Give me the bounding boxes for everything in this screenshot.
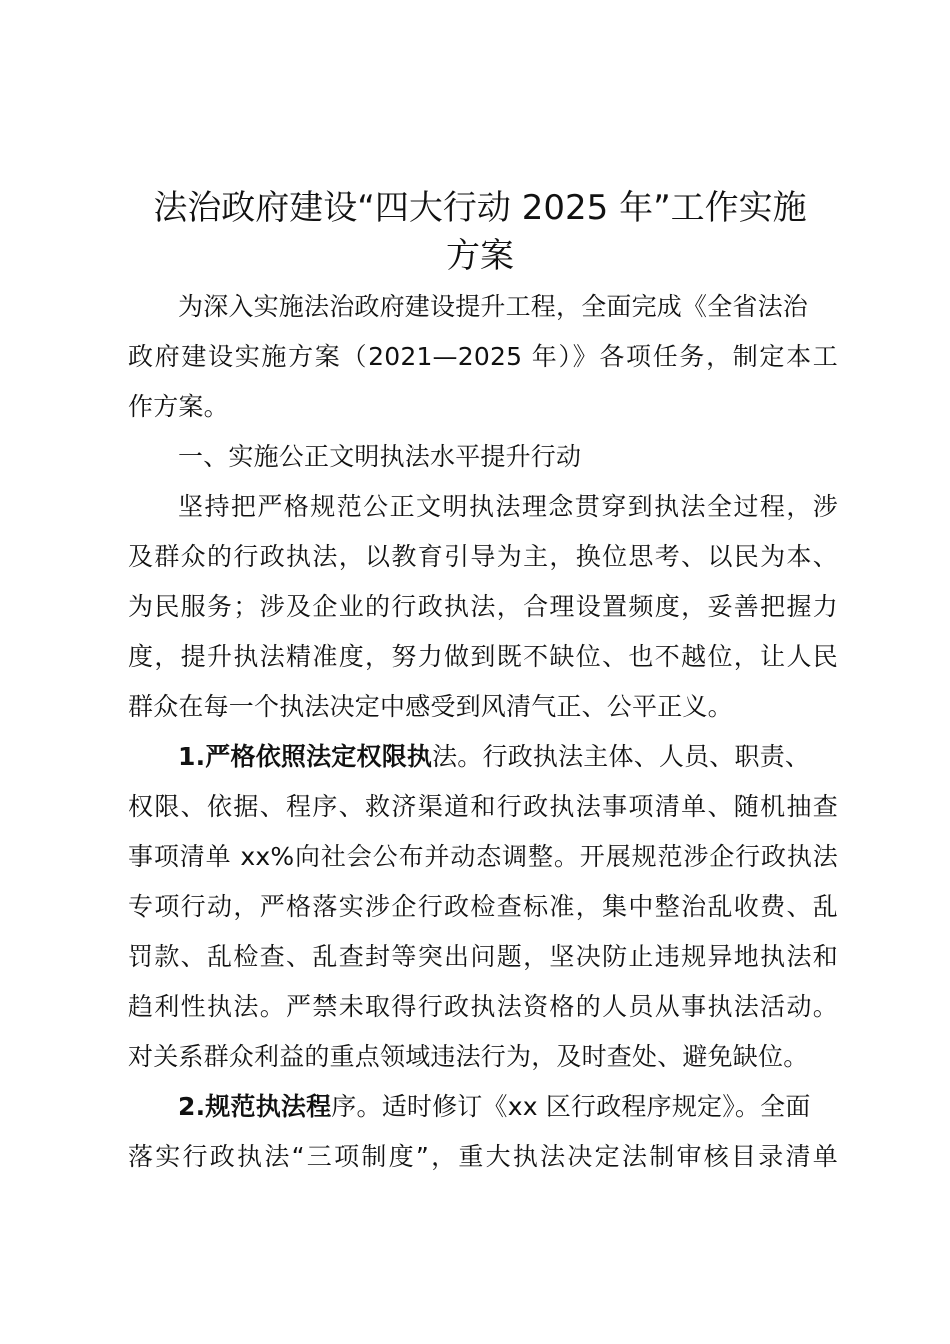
section-1-paragraph-line-2: 及群众的行政执法，以教育引导为主，换位思考、以民为本、 <box>128 542 838 571</box>
section-1-paragraph-line-1: 坚持把严格规范公正文明执法理念贯穿到执法全过程，涉 <box>178 492 838 521</box>
item-2-first-line-text: 序。适时修订《xx 区行政程序规定》。全面 <box>331 1092 811 1121</box>
intro-line-2: 政府建设实施方案（2021—2025 年）》各项任务，制定本工 <box>128 342 838 371</box>
item-1-line-3: 事项清单 xx%向社会公布并动态调整。开展规范涉企行政执法 <box>128 842 838 871</box>
item-2-first-line <box>128 1090 838 1124</box>
section-1-paragraph-line-5: 群众在每一个执法决定中感受到风清气正、公平正义。 <box>128 692 733 721</box>
item-2-line-2: 落实行政执法“三项制度”，重大执法决定法制审核目录清单 <box>128 1142 838 1171</box>
item-1-line-5: 罚款、乱检查、乱查封等突出问题，坚决防止违规异地执法和 <box>128 942 838 971</box>
item-1-line-4: 专项行动，严格落实涉企行政检查标准，集中整治乱收费、乱 <box>128 892 838 921</box>
section-1-paragraph-line-3: 为民服务；涉及企业的行政执法，合理设置频度，妥善把握力 <box>128 592 838 621</box>
document-title-line-2: 方案 <box>446 236 514 276</box>
document-title-line-1: 法治政府建设“四大行动 2025 年”工作实施 <box>153 188 807 228</box>
section-1-heading: 一、实施公正文明执法水平提升行动 <box>178 442 582 471</box>
item-1-line-2: 权限、依据、程序、救济渠道和行政执法事项清单、随机抽查 <box>128 792 838 821</box>
item-1-line-6: 趋利性执法。严禁未取得行政执法资格的人员从事执法活动。 <box>128 992 838 1021</box>
item-1-first-line-text: 法。行政执法主体、人员、职责、 <box>432 742 811 771</box>
item-2-heading: 2.规范执法程 <box>178 1092 332 1121</box>
intro-line-1: 为深入实施法治政府建设提升工程，全面完成《全省法治 <box>178 292 809 321</box>
intro-line-3: 作方案。 <box>128 392 229 421</box>
item-1-first-line <box>128 740 838 774</box>
item-1-heading: 1.严格依照法定权限执 <box>178 742 433 771</box>
item-1-line-7: 对关系群众利益的重点领域违法行为，及时查处、避免缺位。 <box>128 1042 809 1071</box>
section-1-paragraph-line-4: 度，提升执法精准度，努力做到既不缺位、也不越位，让人民 <box>128 642 838 671</box>
